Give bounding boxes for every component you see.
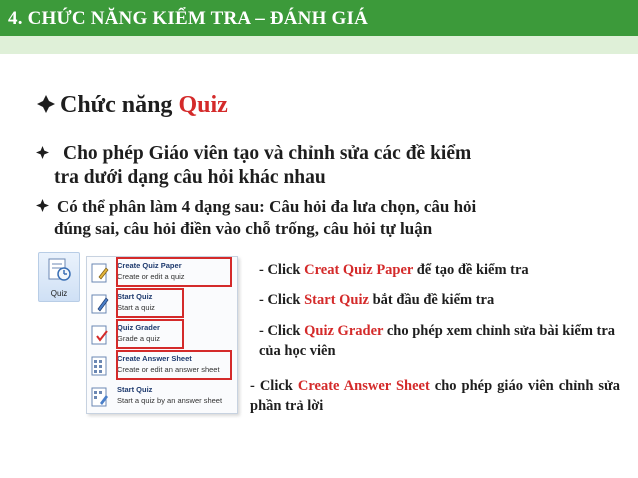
answer-sheet-icon [91,356,109,376]
start-quiz-answer-icon [91,387,109,407]
menu-item-desc: Start a quiz by an answer sheet [117,396,223,405]
callout-text: - Click [259,262,305,278]
menu-item-desc: Create or edit an answer sheet [117,365,220,374]
callout-start-quiz [259,292,494,309]
highlight-box [116,288,184,318]
highlight-box [116,319,184,349]
diamond-bullet-icon [36,146,49,159]
menu-item-start-quiz-answer-sheet[interactable] [87,383,237,411]
callout-create-answer-sheet [250,376,620,416]
highlight-box [116,257,232,287]
bullet-2 [36,196,616,240]
callout-text: cho phép giáo viên chỉnh sửa phần trả lời [250,378,621,414]
callout-keyword: Create Answer Sheet [297,378,430,394]
bullet-2-line2: đúng sai, câu hỏi điền vào chỗ trống, câu hỏi tự luận [54,219,433,238]
section-label: Chức năng [60,92,179,118]
bullet-1-line2: tra dưới dạng câu hỏi khác nhau [54,167,326,188]
menu-item-desc: Create or edit a quiz [117,272,185,281]
quiz-paper-icon [91,263,109,283]
title-strip [0,36,638,54]
quiz-grader-icon [91,325,109,345]
start-quiz-icon [91,294,109,314]
callout-text: - Click [259,323,305,339]
quiz-button-label: Quiz [50,289,68,298]
menu-item-title: Create Quiz Paper [117,261,182,270]
callout-keyword: Creat Quiz Paper [304,262,414,278]
callout-quiz-grader [259,321,619,361]
quiz-ribbon-screenshot [38,252,238,414]
callout-text: cho phép xem chỉnh sửa bài kiểm tra của học viên [259,323,616,359]
menu-item-title: Start Quiz [117,292,153,301]
callout-keyword: Quiz Grader [304,323,384,339]
menu-item-title: Quiz Grader [117,323,160,332]
diamond-bullet-icon [36,94,56,114]
bullet-1-line1: Cho phép Giáo viên tạo và chỉnh sửa các đề kiểm [63,143,472,164]
quiz-ribbon-button[interactable] [38,252,80,302]
callout-create-quiz-paper [259,262,529,279]
menu-item-desc: Start a quiz [117,303,155,312]
section-heading [36,92,228,119]
callout-keyword: Start Quiz [304,292,369,308]
section-highlight: Quiz [178,92,228,118]
bullet-1 [36,142,596,190]
callout-text: để tạo đề kiểm tra [413,262,529,278]
menu-item-title: Start Quiz [117,385,153,394]
callout-text: - Click [259,292,305,308]
bullet-2-line1: Có thể phân làm 4 dạng sau: Câu hỏi đa lưa chọn, câu hỏi [57,197,477,216]
highlight-box [116,350,232,380]
quiz-icon [47,257,71,281]
menu-item-title: Create Answer Sheet [117,354,192,363]
callout-text: bắt đầu đề kiểm tra [368,292,495,308]
slide-title: 4. CHỨC NĂNG KIỂM TRA – ĐÁNH GIÁ [8,8,369,29]
callout-text: - Click [250,378,298,394]
diamond-bullet-icon [36,199,49,212]
menu-item-desc: Grade a quiz [117,334,160,343]
